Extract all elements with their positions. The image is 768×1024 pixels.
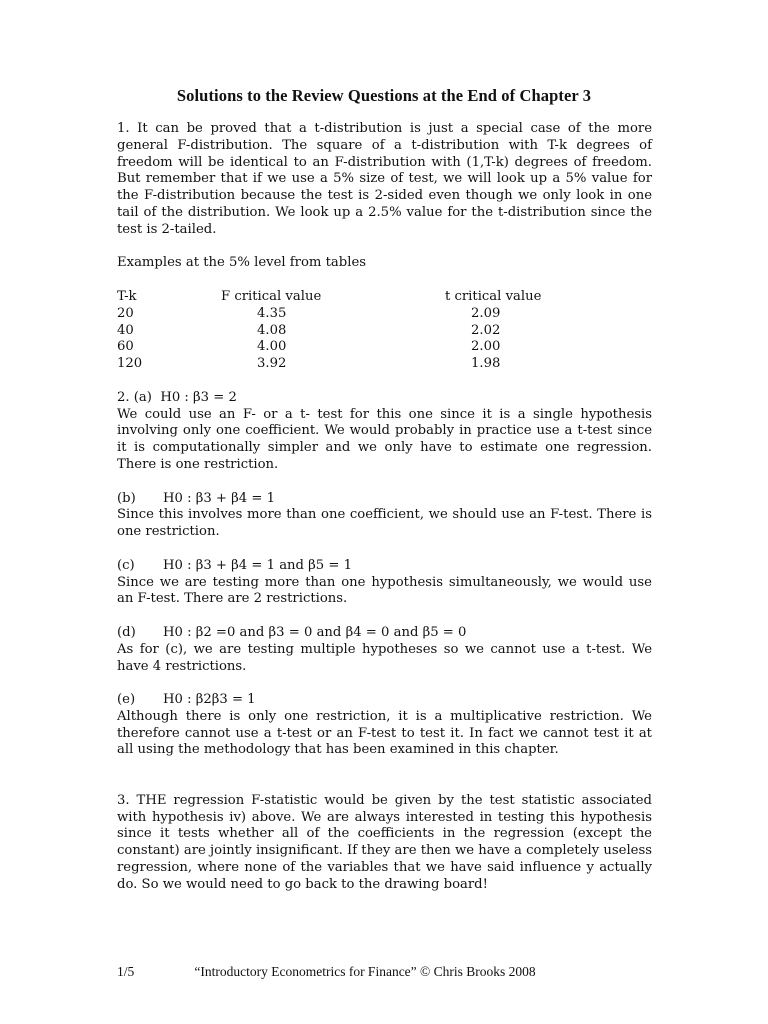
q2a-hypothesis-line [117,390,652,407]
q3-paragraph: 3. THE regression F-statistic would be given by the test statistic associated with hypothesis iv) above. We are always interested in testing this hypothesis since it tests whether all of the coefficients in the regression (except the constant) are jointly insignificant. If they are then we have a completely useless regression, where none of the variables that we have said influence y actually do. So we would need to go back to the drawing board! [117,792,652,892]
table-header-cell: T-k [117,288,137,304]
page-footer [117,964,677,980]
table-cell: 20 [117,305,134,321]
footer-citation: “Introductory Econometrics for Finance” © Chris Brooks 2008 [194,964,536,979]
table-cell: 40 [117,322,134,338]
table-cell: 1.98 [471,356,501,372]
table-row [117,306,652,323]
table-header-cell: F critical value [221,288,322,304]
table-header-cell: t critical value [445,288,542,304]
table-cell: 2.00 [471,339,501,355]
q2a-label: 2. (a) [117,389,152,405]
page-number: 1/5 [117,964,135,979]
q2b-label: (b) [117,490,136,506]
q2b-explanation: Since this involves more than one coefficient, we should use an F-test. There is one restriction. [117,507,652,540]
table-row [117,323,652,340]
q2a-explanation: We could use an F- or a t- test for this one since it is a single hypothesis involving only one coefficient. We would probably in practice use a t-test since it is computationally simpler and we only have to estimate one regression. There is one restriction. [117,406,652,472]
q2c-hypothesis-line [117,558,652,575]
q2c-hypothesis: H0 : β3 + β4 = 1 and β5 = 1 [163,557,353,573]
q2d-hypothesis: H0 : β2 =0 and β3 = 0 and β4 = 0 and β5 = 0 [163,624,467,640]
page-title: Solutions to the Review Questions at the End of Chapter 3 [176,86,592,105]
table-cell: 2.02 [471,322,501,338]
q2c-label: (c) [117,557,135,573]
q2d-explanation: As for (c), we are testing multiple hypotheses so we cannot use a t-test. We have 4 restrictions. [117,641,652,674]
table-cell: 4.35 [257,305,287,321]
table-cell: 4.00 [257,339,287,355]
q2b-hypothesis-line [117,491,652,508]
q1-paragraph: 1. It can be proved that a t-distribution is just a special case of the more general F-distribution. The square of a t-distribution with T-k degrees of freedom will be identical to an F-distribution with (1,T-k) degrees of freedom. But remember that if we use a 5% size of test, we will look up a 5% value for the F-distribution because the test is 2-sided even though we only look in one tail of the distribution. We look up a 2.5% value for the t-distribution since the test is 2-tailed. [117,121,652,237]
q2a-hypothesis: H0 : β3 = 2 [160,389,237,405]
q2e-explanation: Although there is only one restriction, it is a multiplicative restriction. We therefore cannot use a t-test or an F-test to test it. In fact we cannot test it at all using the methodology that has been examined in this chapter. [117,708,652,758]
table-header-row [117,289,652,306]
q1-examples-heading: Examples at the 5% level from tables [117,255,367,271]
table-cell: 2.09 [471,305,501,321]
critical-values-table [117,289,652,373]
table-cell: 4.08 [257,322,287,338]
table-cell: 3.92 [257,356,287,372]
table-cell: 60 [117,339,134,355]
q2d-hypothesis-line [117,625,652,642]
q2e-hypothesis: H0 : β2β3 = 1 [163,692,256,708]
q2b-hypothesis: H0 : β3 + β4 = 1 [163,490,276,506]
document-body [117,121,652,894]
q2e-hypothesis-line [117,692,652,709]
q2e-label: (e) [117,692,136,708]
q2c-explanation: Since we are testing more than one hypothesis simultaneously, we would use an F-test. There are 2 restrictions. [117,574,652,607]
table-cell: 120 [117,356,143,372]
table-row [117,339,652,356]
table-row [117,356,652,373]
q2d-label: (d) [117,624,136,640]
